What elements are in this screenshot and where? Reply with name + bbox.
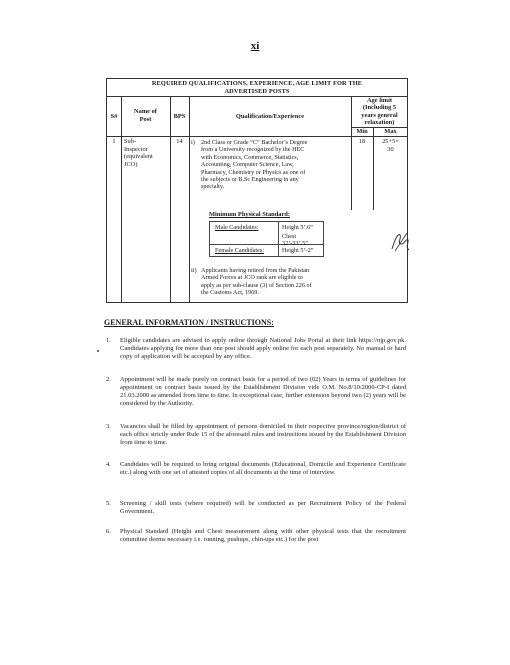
header-post-line2: Post bbox=[139, 115, 152, 123]
divider bbox=[189, 96, 190, 302]
divider bbox=[278, 222, 279, 256]
instruction-item bbox=[106, 500, 406, 516]
divider bbox=[170, 96, 171, 302]
item-number: 6. bbox=[106, 528, 111, 535]
item-text: Appointment will be made purely on contract basis for a period of two (02) Years in terms of guidelines for appointment on contract basis issued by the Establishment Division vide O.M. No.8/10/2000-CP-I dated 21.03.2000 as amended from time to time. In exceptional case, further extension beyond two (2) years will be considered by the Authority. bbox=[120, 376, 406, 407]
qual-i-marker: i) bbox=[191, 139, 195, 146]
qual-line: 2nd Class or Grade “C” Bachelor’s Degree bbox=[201, 139, 308, 146]
header-age-limit bbox=[351, 97, 408, 126]
female-label: Female Candidates: bbox=[215, 247, 264, 254]
item-text: Screening / skill tests (where required) will be conducted as per Recruitment Policy of the Federal Government. bbox=[120, 500, 406, 515]
qual-line: from a University recognized by the HEC bbox=[201, 146, 305, 154]
instruction-item bbox=[106, 376, 406, 408]
header-bps: BPS bbox=[173, 113, 186, 120]
header-age-line2: (Including 5 bbox=[362, 104, 397, 112]
qual-line: Armed Forces at JCO rank are eligible to bbox=[201, 274, 303, 282]
divider bbox=[107, 136, 407, 137]
row-bps: 14 bbox=[176, 138, 183, 145]
male-chest: Chest 32’-33’.5” bbox=[282, 233, 308, 248]
item-text: Physical Standard (Height and Chest measurement along with other physical tests that the recruitment committee deems necessary i.e. running, pushups, chin-ups etc.) for the post bbox=[120, 528, 406, 543]
qualification-i bbox=[201, 139, 349, 191]
physical-standard-box bbox=[209, 221, 324, 257]
qualification-ii bbox=[201, 267, 349, 297]
item-number: 2. bbox=[106, 376, 111, 383]
general-info-heading: GENERAL INFORMATION / INSTRUCTIONS: bbox=[104, 318, 274, 327]
table-title-line2: ADVERTISED POSTS bbox=[224, 88, 290, 95]
female-height: Height 5’-2” bbox=[282, 247, 314, 254]
qual-ii-marker: ii) bbox=[191, 267, 197, 274]
header-qualification: Qualification/Experience bbox=[235, 113, 305, 120]
instruction-item bbox=[106, 423, 406, 447]
header-post-line1: Name of bbox=[134, 108, 157, 115]
scan-speck bbox=[97, 350, 99, 352]
post-line: (equivalent bbox=[124, 153, 153, 161]
item-text: Candidates will be required to bring original documents (Educational, Domicile and Experience Certificate etc.) along with one set of attested copies of all documents at the time of interview. bbox=[120, 461, 406, 476]
header-max: Max bbox=[384, 128, 397, 135]
divider bbox=[121, 96, 122, 302]
item-text: Eligible candidates are advised to apply online through National Jobs Portal at their link https://njp.gov.pk. Candidates applying for more than one post should apply online for each post separately. No manual or hard copy of application will be accepted by any office. bbox=[120, 337, 406, 360]
qual-line: the subjects or B.Sc Engineering in any bbox=[201, 176, 299, 184]
max-age-line1: 25+5= bbox=[382, 138, 399, 145]
max-age-line2: 30 bbox=[387, 145, 394, 153]
male-height: Height 5’.6” bbox=[282, 224, 313, 231]
male-label: Male Candidates: bbox=[215, 224, 259, 231]
header-min: Min bbox=[356, 128, 368, 135]
qualifications-table bbox=[106, 78, 408, 303]
table-title bbox=[107, 80, 407, 96]
item-number: 3. bbox=[106, 423, 111, 430]
post-line: JCO) bbox=[124, 160, 138, 168]
row-max-age bbox=[373, 138, 408, 153]
item-number: 5. bbox=[106, 500, 111, 507]
signature-mark bbox=[389, 229, 411, 253]
instruction-item bbox=[106, 461, 406, 477]
post-line: Sub- bbox=[124, 138, 137, 145]
qual-line: Accounting, Computer Science, Law, bbox=[201, 161, 294, 169]
row-min-age: 18 bbox=[358, 138, 366, 145]
header-post bbox=[121, 108, 170, 123]
header-sno: S# bbox=[110, 113, 118, 120]
physical-standard-heading: Minimum Physical Standard: bbox=[209, 211, 290, 218]
page-number: xi bbox=[250, 40, 260, 52]
qual-line: apply as per sub-clause (3) of Section 226 of bbox=[201, 281, 312, 289]
row-sno: 1 bbox=[112, 138, 116, 145]
header-age-line3: years general bbox=[361, 111, 398, 119]
item-number: 4. bbox=[106, 461, 111, 468]
item-text: Vacancies shall be filled by appointment of persons domiciled in their respective province/region/district of each office strictly under Rule 15 of the aforesaid rules and instructions issued by the Establishment Division from time to time. bbox=[120, 423, 406, 446]
instruction-item bbox=[106, 337, 406, 361]
qual-line: specialty. bbox=[201, 183, 225, 191]
table-title-line1: REQUIRED QUALIFICATIONS, EXPERIENCE, AGE LIMIT FOR THE bbox=[151, 80, 363, 87]
post-line: Inspector bbox=[124, 145, 148, 153]
header-age-line4: relaxation) bbox=[364, 118, 395, 126]
qual-line: the Customs Act, 1969. bbox=[201, 289, 259, 297]
qual-line: Applicants having retired from the Pakistan bbox=[201, 267, 310, 274]
item-number: 1. bbox=[106, 337, 111, 344]
instruction-item bbox=[106, 528, 406, 544]
header-age-line1: Age limit bbox=[366, 97, 393, 104]
qual-line: Pharmacy, Chemistry or Physics as one of bbox=[201, 168, 306, 176]
row-post-name bbox=[124, 138, 170, 168]
qual-line: with Economics, Commerce, Statistics, bbox=[201, 153, 299, 161]
